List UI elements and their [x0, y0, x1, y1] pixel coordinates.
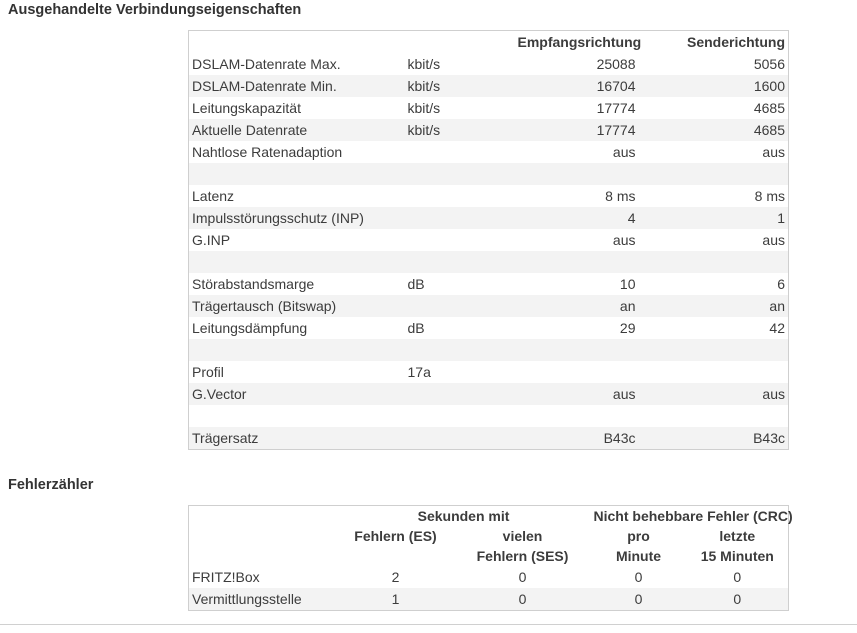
- header-ses-2: Fehlern (SES): [455, 546, 591, 566]
- cell-tx: aus: [762, 144, 785, 160]
- cell-unit: [405, 383, 515, 405]
- cell-ses: 0: [455, 588, 591, 611]
- cell-label: Störabstandsmarge: [192, 276, 315, 292]
- cell-rx: B43c: [515, 427, 639, 450]
- cell-tx: [639, 251, 789, 273]
- cell-tx: B43c: [639, 427, 789, 450]
- cell-es: 1: [337, 588, 455, 611]
- cell-rx: [515, 361, 639, 383]
- cell-label: [189, 405, 405, 427]
- error-counter-title: Fehlerzähler: [8, 477, 94, 493]
- cell-unit: [405, 141, 515, 163]
- header-ses-1: vielen: [455, 526, 591, 546]
- cell-tx: 6: [777, 276, 785, 292]
- cell-rx: 17774: [515, 119, 639, 141]
- cell-es: 2: [337, 566, 455, 588]
- header-min-2: Minute: [591, 546, 687, 566]
- cell-crc_min: 0: [591, 566, 687, 588]
- table-row: [189, 383, 789, 405]
- cell-unit: [405, 207, 515, 229]
- cell-rx: an: [515, 295, 639, 317]
- table-row: [189, 361, 789, 383]
- header-empty: [337, 546, 455, 566]
- cell-rx: 10: [619, 276, 636, 292]
- cell-label: [189, 339, 405, 361]
- cell-unit: 17a: [407, 364, 431, 380]
- table-row: [189, 119, 789, 141]
- cell-rx: 25088: [596, 56, 636, 72]
- header-tx: Senderichtung: [639, 31, 789, 54]
- cell-unit: kbit/s: [405, 119, 515, 141]
- header-15-1: letzte: [687, 526, 789, 546]
- header-unit: [405, 31, 515, 54]
- cell-label: [189, 163, 405, 185]
- cell-crc_15: 0: [687, 588, 789, 611]
- cell-unit: [405, 339, 515, 361]
- cell-label: FRITZ!Box: [189, 566, 337, 588]
- cell-unit: kbit/s: [405, 75, 515, 97]
- cell-unit: [405, 185, 515, 207]
- cell-unit: [405, 163, 515, 185]
- table-row: [189, 229, 789, 251]
- table-row: [189, 185, 789, 207]
- error-counter-table: [188, 505, 793, 611]
- cell-unit: [405, 251, 515, 273]
- cell-rx: [515, 405, 639, 427]
- table-row: [189, 295, 789, 317]
- connection-properties-table: [188, 30, 789, 450]
- cell-tx: aus: [639, 383, 789, 405]
- cell-label: DSLAM-Datenrate Min.: [189, 75, 405, 97]
- cell-unit: [405, 295, 515, 317]
- cell-label: Trägersatz: [189, 427, 405, 450]
- header-crc: Nicht behebbare Fehler (CRC): [591, 506, 789, 527]
- cell-tx: 1600: [639, 75, 789, 97]
- table-row: [189, 75, 789, 97]
- cell-rx: 16704: [515, 75, 639, 97]
- cell-ses: 0: [455, 566, 591, 588]
- cell-tx: 8 ms: [754, 188, 785, 204]
- error-table-body: [189, 566, 789, 611]
- header-seconds-with: Sekunden mit: [337, 506, 591, 527]
- cell-label: G.INP: [192, 232, 231, 248]
- connection-section-title: Ausgehandelte Verbindungseigenschaften: [8, 2, 302, 18]
- cell-label: Trägertausch (Bitswap): [189, 295, 405, 317]
- header-label: [189, 31, 405, 54]
- table-row: [189, 588, 789, 611]
- table-row: [189, 317, 789, 339]
- cell-tx: 42: [769, 320, 785, 336]
- cell-rx: [515, 163, 639, 185]
- cell-unit: dB: [407, 320, 425, 336]
- cell-tx: [639, 339, 789, 361]
- cell-tx: 5056: [753, 56, 785, 72]
- header-empty: [189, 526, 337, 546]
- cell-rx: [515, 339, 639, 361]
- cell-unit: [405, 427, 515, 450]
- cell-rx: 8 ms: [605, 188, 636, 204]
- connection-table-body: [189, 53, 789, 450]
- table-row: [189, 427, 789, 450]
- cell-unit: [405, 229, 515, 251]
- table-row: [189, 207, 789, 229]
- header-min-1: pro: [591, 526, 687, 546]
- cell-tx: 4685: [639, 119, 789, 141]
- cell-label: DSLAM-Datenrate Max.: [192, 56, 341, 72]
- header-empty: [189, 546, 337, 566]
- cell-tx: aus: [762, 232, 785, 248]
- cell-label: Leitungsdämpfung: [192, 320, 308, 336]
- cell-label: G.Vector: [189, 383, 405, 405]
- cell-label: Nahtlose Ratenadaption: [192, 144, 343, 160]
- cell-tx: an: [639, 295, 789, 317]
- cell-label: Impulsstörungsschutz (INP): [189, 207, 405, 229]
- cell-rx: aus: [515, 383, 639, 405]
- cell-unit: kbit/s: [407, 100, 441, 116]
- cell-tx: [639, 405, 789, 427]
- header-es: Fehlern (ES): [337, 526, 455, 546]
- table-row: [189, 273, 789, 295]
- cell-rx: 29: [619, 320, 636, 336]
- header-empty: [189, 506, 337, 527]
- cell-crc_15: 0: [687, 566, 789, 588]
- table-row: [189, 97, 789, 119]
- cell-rx: 4: [515, 207, 639, 229]
- table-row: [189, 141, 789, 163]
- table-row: [189, 251, 789, 273]
- table-row: [189, 163, 789, 185]
- header-15-2: 15 Minuten: [687, 546, 789, 566]
- cell-label: Aktuelle Datenrate: [189, 119, 405, 141]
- cell-label: [189, 251, 405, 273]
- cell-unit: dB: [407, 276, 425, 292]
- table-row: [189, 339, 789, 361]
- divider: [0, 624, 857, 625]
- cell-rx: [515, 251, 639, 273]
- cell-unit: kbit/s: [407, 56, 441, 72]
- cell-tx: 4685: [753, 100, 785, 116]
- header-rx: Empfangsrichtung: [515, 31, 639, 54]
- table-header-row: [189, 546, 789, 566]
- cell-rx: 17774: [596, 100, 636, 116]
- cell-rx: aus: [612, 144, 636, 160]
- table-row: [189, 53, 789, 75]
- cell-crc_min: 0: [591, 588, 687, 611]
- table-row: [189, 405, 789, 427]
- table-header-row: [189, 506, 789, 527]
- cell-tx: [639, 163, 789, 185]
- cell-tx: 1: [639, 207, 789, 229]
- cell-label: Profil: [192, 364, 224, 380]
- table-row: [189, 566, 789, 588]
- cell-label: Latenz: [192, 188, 235, 204]
- cell-tx: [639, 361, 789, 383]
- table-header-row: [189, 31, 789, 54]
- cell-label: Leitungskapazität: [192, 100, 301, 116]
- cell-unit: [405, 405, 515, 427]
- table-header-row: [189, 526, 789, 546]
- cell-label: Vermittlungsstelle: [189, 588, 337, 611]
- cell-rx: aus: [612, 232, 636, 248]
